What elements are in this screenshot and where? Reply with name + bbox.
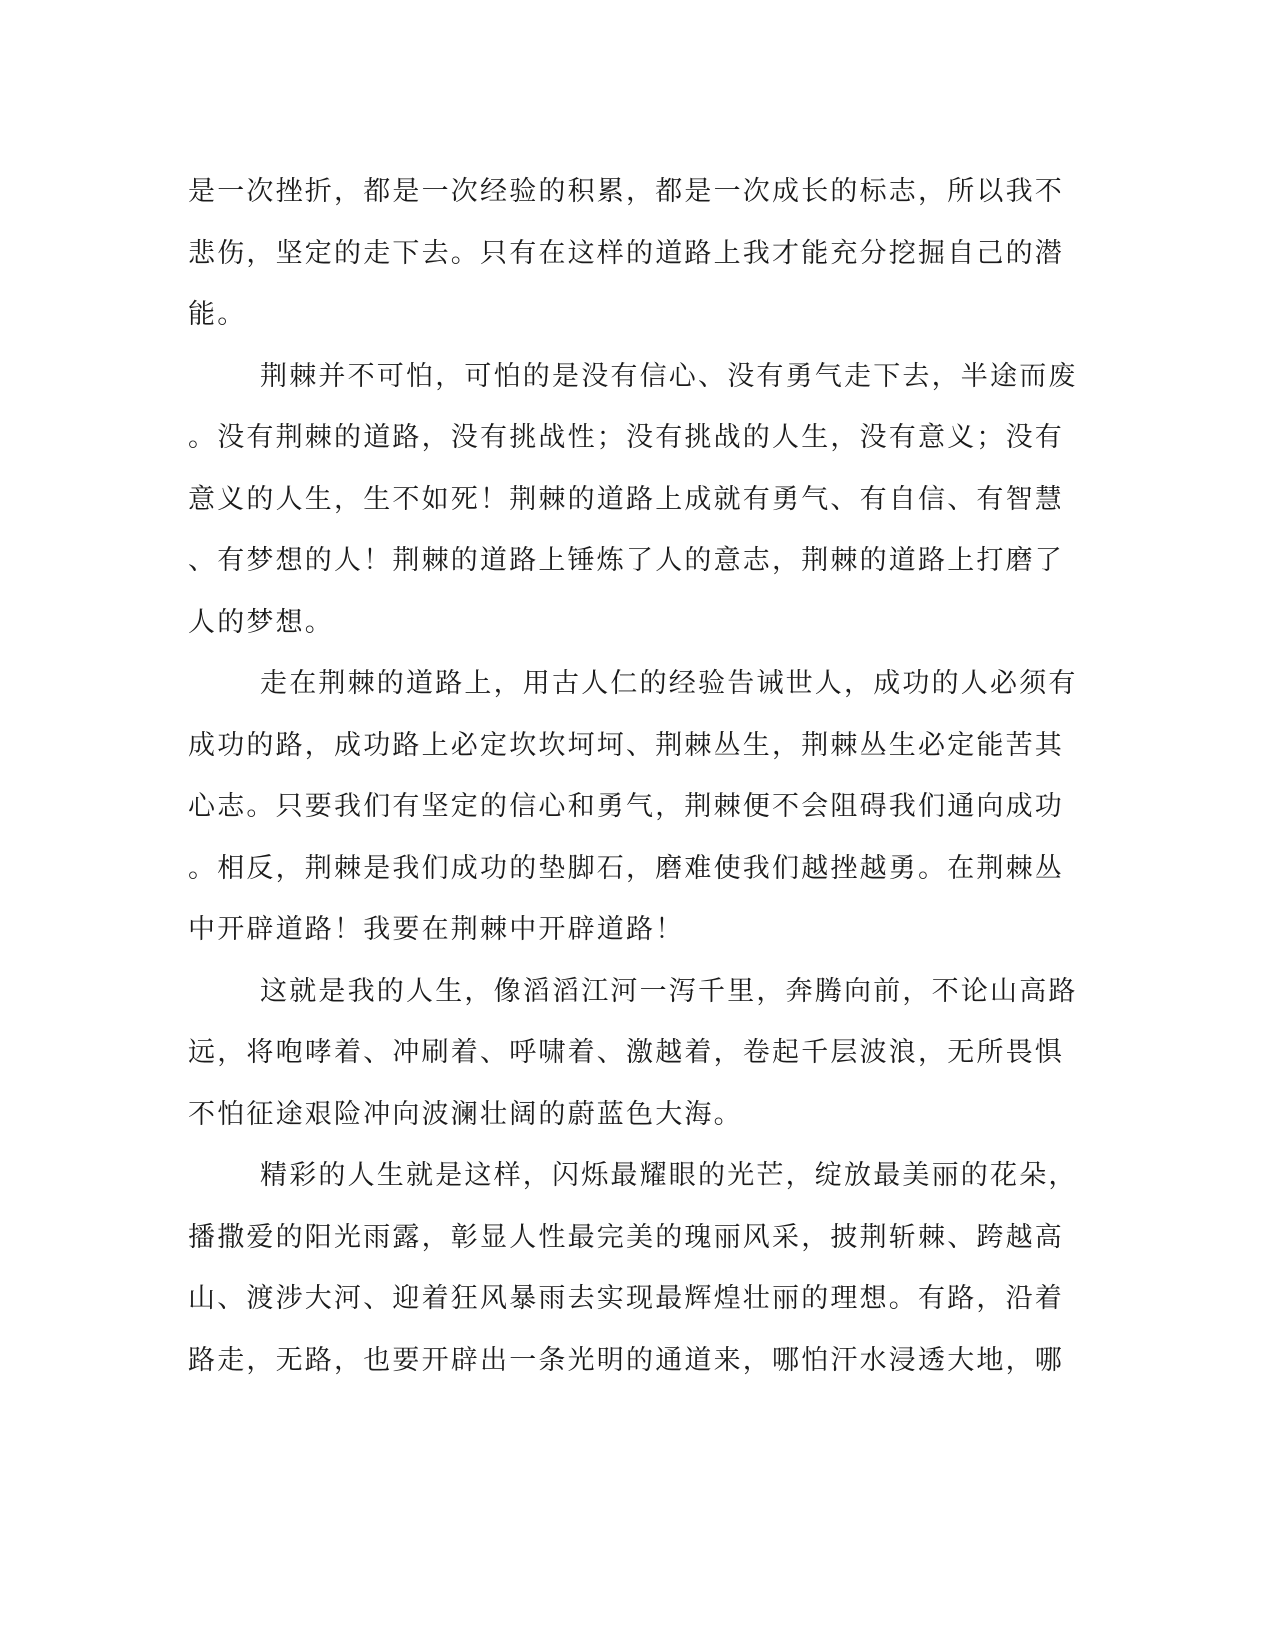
- text-line: 悲伤，坚定的走下去。只有在这样的道路上我才能充分挖掘自己的潜: [188, 237, 1064, 269]
- text-line: 中开辟道路！我要在荆棘中开辟道路！: [188, 914, 685, 945]
- paragraph-start-line: 精彩的人生就是这样，闪烁最耀眼的光芒，绽放最美丽的花朵，: [260, 1160, 1078, 1191]
- text-line: 意义的人生，生不如死！荆棘的道路上成就有勇气、有自信、有智慧: [188, 483, 1064, 515]
- text-line: 心志。只要我们有坚定的信心和勇气，荆棘便不会阻碍我们通向成功: [188, 791, 1064, 822]
- text-line: 不怕征途艰险冲向波澜壮阔的蔚蓝色大海。: [188, 1098, 743, 1130]
- text-line: 路走，无路，也要开辟出一条光明的通道来，哪怕汗水浸透大地，哪: [188, 1344, 1064, 1376]
- text-line: 远，将咆哮着、冲刷着、呼啸着、激越着，卷起千层波浪，无所畏惧: [188, 1037, 1064, 1068]
- body-text: [188, 161, 1078, 1391]
- text-line: 山、渡涉大河、迎着狂风暴雨去实现最辉煌壮丽的理想。有路，沿着: [188, 1283, 1064, 1314]
- text-line: 是一次挫折，都是一次经验的积累，都是一次成长的标志，所以我不: [188, 176, 1064, 207]
- text-line: 。没有荆棘的道路，没有挑战性；没有挑战的人生，没有意义；没有: [188, 422, 1064, 453]
- paragraph-start-line: 这就是我的人生，像滔滔江河一泻千里，奔腾向前，不论山高路: [260, 975, 1078, 1007]
- paragraph-start-line: 走在荆棘的道路上，用古人仁的经验告诫世人，成功的人必须有: [260, 668, 1078, 699]
- text-line: 。相反，荆棘是我们成功的垫脚石，磨难使我们越挫越勇。在荆棘丛: [188, 852, 1064, 884]
- text-line: 能。: [188, 299, 247, 330]
- text-line: 人的梦想。: [188, 606, 334, 638]
- paragraph-start-line: 荆棘并不可怕，可怕的是没有信心、没有勇气走下去，半途而废: [260, 360, 1078, 392]
- text-line: 、有梦想的人！荆棘的道路上锤炼了人的意志，荆棘的道路上打磨了: [188, 545, 1064, 576]
- text-line: 播撒爱的阳光雨露，彰显人性最完美的瑰丽风采，披荆斩棘、跨越高: [188, 1221, 1064, 1253]
- text-line: 成功的路，成功路上必定坎坎坷坷、荆棘丛生，荆棘丛生必定能苦其: [188, 729, 1064, 761]
